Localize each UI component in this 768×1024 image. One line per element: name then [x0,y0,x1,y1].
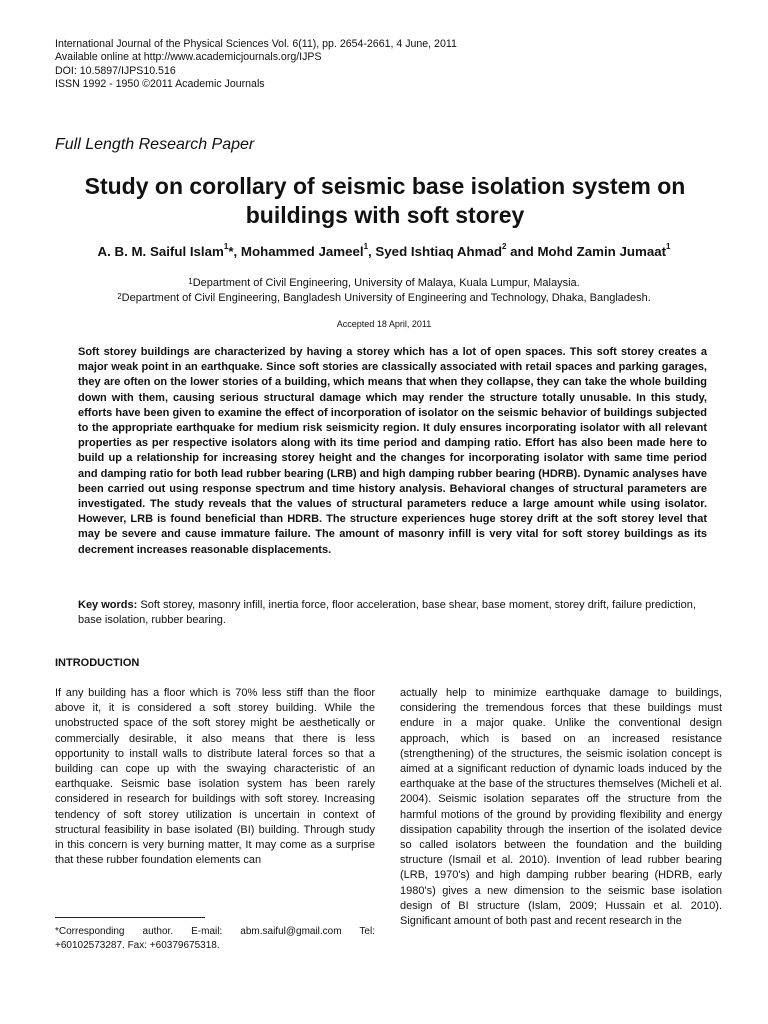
author-name: Mohd Zamin Jumaat [537,244,667,259]
keywords [78,598,707,628]
accepted-date: Accepted 18 April, 2011 [336,319,432,329]
affiliation [20,276,748,291]
keywords-label: Key words: [78,599,138,611]
author-affil-marker: 1 [666,242,671,251]
footnote-divider [55,917,205,918]
author-name: Syed Ishtiaq Ahmad [375,244,502,259]
doi: DOI: 10.5897/IJPS10.516 [55,64,176,77]
intro-right-column: actually help to minimize earthquake damage to buildings, considering the tremendous forces that these buildings must endure in a major quake. Unlike the conventional design approach, which is based on an increased resistance (strengthening) of the structures, the seismic isolation concept is aimed at a significant reduction of dynamic loads induced by the earthquake at the base of the structures themselves (Micheli et al. 2004). Seismic isolation separates off the structure from the harmful motions of the ground by providing flexibility and energy dissipation capability through the insertion of the isolated device so called isolators between the foundation and the building structure (Ismail et al. 2010). Invention of lead rubber bearing (LRB, 1970's) and high damping rubber bearing (HDRB, early 1980's) gives a new dimension to the seismic base isolation design of BI structure (Islam, 2009; Hussain et al. 2010). Significant amount of both past and recent research in the [400,687,722,928]
author-separator: *, [228,244,241,259]
keywords-text: Soft storey, masonry infill, inertia force, floor acceleration, base shear, base moment, storey drift, failure prediction, base isolation, rubber bearing. [78,599,696,627]
author-affil-marker: 1 [223,242,229,251]
affiliation [20,291,748,306]
journal-header [55,38,457,92]
affiliation-number: 1 [188,277,193,286]
author-name: A. B. M. Saiful Islam [97,244,224,259]
affiliation-text: Department of Civil Engineering, Bangladesh University of Engineering and Technology, Dhaka, Bangladesh. [121,292,651,304]
intro-left-column: If any building has a floor which is 70% less stiff than the floor above it, it is considered a soft storey building. While the unobstructed space of the soft storey might be aesthetically or commercially desirable, it also means that there is less opportunity to install walls to distribute lateral forces so that a building can cope up with the swaying characteristic of an earthquake. Seismic base isolation system has been rarely considered in research for buildings with soft storey. Increasing tendency of soft storey utilization is uncertain in context of structural feasibility in base isolated (BI) building. Through study in this concern is very burning matter, It may come as a surprise that these rubber foundation elements can [55,687,375,867]
author-list [20,244,748,259]
author-affil-marker: 2 [502,242,507,251]
paper-title: Study on corollary of seismic base isolation system on buildings with soft storey [84,173,686,228]
journal-citation: International Journal of the Physical Sciences Vol. 6(11), pp. 2654-2661, 4 June, 2011 [55,38,457,50]
abstract: Soft storey buildings are characterized by having a storey which has a lot of open spaces. This soft storey creates a major weak point in an earthquake. Since soft stories are classically associated with retail spaces and parking garages, they are often on the lower stories of a building, which means that when they collapse, they can take the whole building down with them, causing serious structural damage which may render the structure totally unusable. In this study, efforts have been given to examine the effect of incorporation of isolator on the seismic behavior of buildings subjected to the appropriate earthquake for medium risk seismicity region. It duly ensures incorporating isolator with all relevant properties as per respective isolators along with its time period and damping ratio. Effort has also been made here to build up a relationship for increasing storey height and the changes for incorporating isolator with same time period and damping ratio for both lead rubber bearing (LRB) and high damping rubber bearing (HDRB). Dynamic analyses have been carried out using response spectrum and time history analysis. Behavioral changes of structural parameters are investigated. The study reveals that the values of structural parameters reduce a large amount while using isolator. However, LRB is found beneficial than HDRB. The structure experiences huge storey drift at the soft storey level that may be severe and cause immature failure. The amount of masonry infill is very vital for soft storey buildings as its decrement increases reasonable displacements. [78,346,707,556]
section-heading-introduction: INTRODUCTION [55,657,140,669]
affiliation-text: Department of Civil Engineering, University of Malaya, Kuala Lumpur, Malaysia. [192,277,580,289]
paper-type: Full Length Research Paper [55,136,255,153]
corresponding-author-footnote: *Corresponding author. E-mail: abm.saiful@gmail.com Tel: +60102573287. Fax: +60379675318. [55,926,375,951]
issn: ISSN 1992 - 1950 ©2011 Academic Journals [55,78,265,91]
affiliations [20,276,748,306]
affiliation-number: 2 [117,292,122,301]
author-affil-marker: 1 [363,242,369,251]
author-name: Mohammed Jameel [240,244,364,259]
author-separator: and [506,244,538,259]
author-separator: , [368,244,376,259]
journal-url: Available online at http://www.academicjournals.org/IJPS [55,51,322,64]
